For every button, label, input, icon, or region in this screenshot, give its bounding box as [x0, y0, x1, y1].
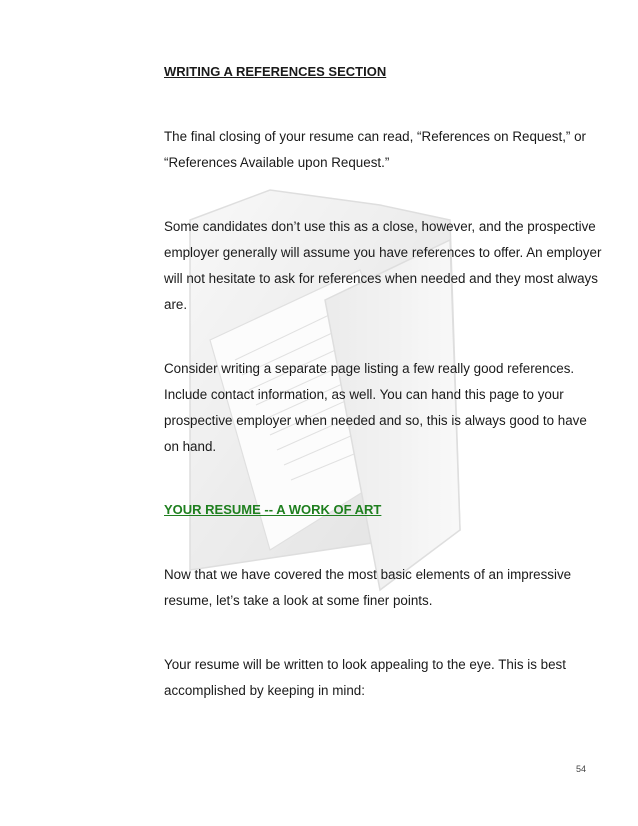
paragraph: Consider writing a separate page listing a few really good references. Include contact information, as well. You can hand this page to your prospective employer when needed and so, this is always good to have on hand. — [164, 361, 587, 454]
paragraph: Some candidates don’t use this as a close, however, and the prospective employer generally will assume you have references to offer. An employer will not hesitate to ask for references when needed and they most always are. — [164, 219, 602, 312]
paragraph: Now that we have covered the most basic elements of an impressive resume, let’s take a look at some finer points. — [164, 567, 572, 608]
page-number: 54 — [575, 764, 586, 774]
paragraph: Your resume will be written to look appealing to the eye. This is best accomplished by keeping in mind: — [164, 657, 566, 698]
document-content — [164, 60, 604, 704]
section-heading-references: WRITING A REFERENCES SECTION — [164, 64, 387, 79]
section-heading-work-of-art: YOUR RESUME -- A WORK OF ART — [164, 502, 382, 517]
paragraph: The final closing of your resume can read, “References on Request,” or “References Available upon Request.” — [164, 129, 587, 170]
